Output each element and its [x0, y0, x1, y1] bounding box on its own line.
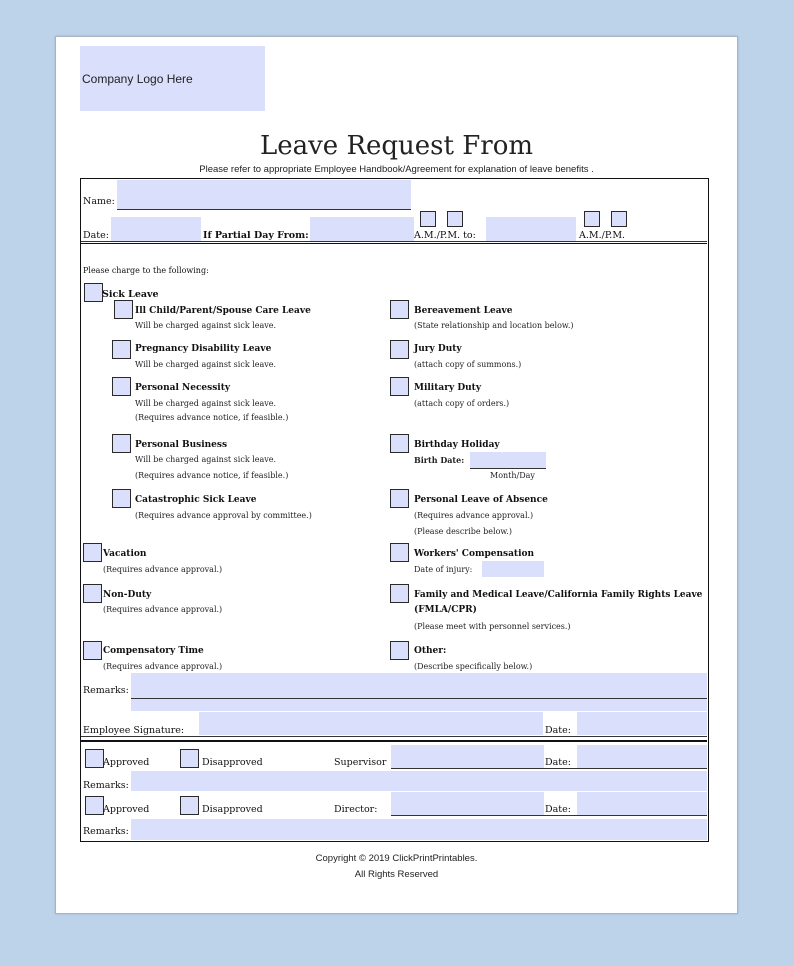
name-underline — [117, 209, 411, 210]
sick-leave-checkbox[interactable] — [84, 283, 103, 302]
remarks-underline — [131, 698, 707, 699]
director-field[interactable] — [391, 792, 544, 815]
pregnancy-label: Pregnancy Disability Leave — [135, 344, 272, 354]
personal-necessity-note1: Will be charged against sick leave. — [135, 399, 277, 408]
bereavement-label: Bereavement Leave — [414, 306, 513, 316]
remarks-label: Remarks: — [83, 685, 129, 696]
bereavement-note: (State relationship and location below.) — [414, 321, 574, 330]
jury-duty-note: (attach copy of summons.) — [414, 360, 522, 369]
vacation-note: (Requires advance approval.) — [103, 565, 223, 574]
from-pm-checkbox[interactable] — [447, 211, 463, 227]
birth-date-field[interactable] — [470, 452, 546, 468]
non-duty-note: (Requires advance approval.) — [103, 605, 223, 614]
military-duty-checkbox[interactable] — [390, 377, 409, 396]
signature-date-label: Date: — [545, 725, 571, 736]
military-duty-label: Military Duty — [414, 383, 482, 393]
catastrophic-label: Catastrophic Sick Leave — [135, 495, 257, 505]
jury-duty-label: Jury Duty — [414, 344, 462, 354]
supervisor-date-field[interactable] — [577, 745, 707, 768]
ampm-to-label: A.M./P.M. to: — [414, 230, 476, 241]
ill-child-label: Ill Child/Parent/Spouse Care Leave — [135, 306, 311, 316]
catastrophic-note: (Requires advance approval by committee.) — [135, 511, 312, 520]
personal-business-checkbox[interactable] — [112, 434, 131, 453]
director-disapproved-checkbox[interactable] — [180, 796, 199, 815]
catastrophic-checkbox[interactable] — [112, 489, 131, 508]
sick-leave-label: Sick Leave — [102, 289, 159, 300]
jury-duty-checkbox[interactable] — [390, 340, 409, 359]
personal-necessity-note2: (Requires advance notice, if feasible.) — [135, 413, 289, 422]
footer-copyright: Copyright © 2019 ClickPrintPrintables. — [315, 853, 478, 864]
supervisor-label: Supervisor — [334, 757, 387, 768]
comp-time-label: Compensatory Time — [103, 646, 204, 656]
personal-absence-label: Personal Leave of Absence — [414, 495, 548, 505]
director-disapproved-label: Disapproved — [202, 804, 263, 815]
partial-from-field[interactable] — [310, 217, 414, 241]
signature-field[interactable] — [199, 712, 543, 735]
month-day-caption: Month/Day — [490, 471, 535, 480]
birthday-label: Birthday Holiday — [414, 440, 500, 450]
supervisor-remarks-field[interactable] — [131, 771, 707, 791]
supervisor-field[interactable] — [391, 745, 544, 768]
signature-underline — [81, 736, 707, 737]
signature-date-field[interactable] — [577, 712, 707, 735]
approval-divider — [81, 740, 707, 742]
name-field[interactable] — [117, 180, 411, 209]
director-underline — [391, 815, 707, 816]
supervisor-remarks-label: Remarks: — [83, 780, 129, 791]
workers-comp-checkbox[interactable] — [390, 543, 409, 562]
fmla-note: (Please meet with personnel services.) — [414, 622, 571, 631]
partial-day-label: If Partial Day From: — [203, 230, 309, 241]
other-note: (Describe specifically below.) — [414, 662, 533, 671]
from-am-checkbox[interactable] — [420, 211, 436, 227]
form-page — [55, 36, 738, 914]
form-title: Leave Request From — [259, 131, 534, 161]
personal-necessity-checkbox[interactable] — [112, 377, 131, 396]
director-date-field[interactable] — [577, 792, 707, 815]
section-divider — [81, 243, 707, 244]
birth-date-underline — [470, 468, 546, 469]
vacation-label: Vacation — [103, 549, 147, 559]
personal-business-label: Personal Business — [135, 440, 228, 450]
supervisor-approved-label: Approved — [103, 757, 150, 768]
military-duty-note: (attach copy of orders.) — [414, 399, 510, 408]
supervisor-approved-checkbox[interactable] — [85, 749, 104, 768]
fmla-checkbox[interactable] — [390, 584, 409, 603]
personal-necessity-label: Personal Necessity — [135, 383, 231, 393]
company-logo-placeholder — [80, 46, 265, 111]
ill-child-note: Will be charged against sick leave. — [135, 321, 277, 330]
logo-text: Company Logo Here — [82, 72, 193, 86]
signature-label: Employee Signature: — [83, 725, 185, 736]
birthday-checkbox[interactable] — [390, 434, 409, 453]
ampm-label: A.M./P.M. — [579, 230, 626, 241]
pregnancy-note: Will be charged against sick leave. — [135, 360, 277, 369]
form-frame — [80, 178, 709, 842]
non-duty-label: Non-Duty — [103, 590, 152, 600]
injury-date-label: Date of injury: — [414, 565, 473, 574]
other-label: Other: — [414, 646, 447, 656]
birth-date-label: Birth Date: — [414, 455, 465, 465]
vacation-checkbox[interactable] — [83, 543, 102, 562]
remarks-field[interactable] — [131, 673, 707, 711]
supervisor-underline — [391, 768, 707, 769]
fmla-sub: (FMLA/CPR) — [414, 605, 477, 615]
comp-time-note: (Requires advance approval.) — [103, 662, 223, 671]
supervisor-disapproved-checkbox[interactable] — [180, 749, 199, 768]
fmla-label: Family and Medical Leave/California Family Rights Leave — [414, 590, 703, 600]
to-pm-checkbox[interactable] — [611, 211, 627, 227]
partial-to-field[interactable] — [486, 217, 576, 241]
workers-comp-label: Workers' Compensation — [414, 549, 535, 559]
personal-absence-note1: (Requires advance approval.) — [414, 511, 534, 520]
pregnancy-checkbox[interactable] — [112, 340, 131, 359]
footer-rights: All Rights Reserved — [354, 869, 439, 880]
date-field[interactable] — [111, 217, 201, 241]
name-label: Name: — [83, 196, 115, 207]
other-checkbox[interactable] — [390, 641, 409, 660]
injury-date-field[interactable] — [482, 561, 544, 577]
charge-intro: Please charge to the following: — [83, 266, 209, 275]
director-label: Director: — [334, 804, 378, 815]
director-remarks-field[interactable] — [131, 819, 707, 840]
personal-absence-checkbox[interactable] — [390, 489, 409, 508]
director-remarks-label: Remarks: — [83, 826, 129, 837]
date-label: Date: — [83, 230, 109, 241]
director-approved-label: Approved — [103, 804, 150, 815]
personal-business-note1: Will be charged against sick leave. — [135, 455, 277, 464]
supervisor-disapproved-label: Disapproved — [202, 757, 263, 768]
non-duty-checkbox[interactable] — [83, 584, 102, 603]
director-approved-checkbox[interactable] — [85, 796, 104, 815]
date-underline — [81, 241, 707, 242]
bereavement-checkbox[interactable] — [390, 300, 409, 319]
supervisor-date-label: Date: — [545, 757, 571, 768]
personal-absence-note2: (Please describe below.) — [414, 527, 512, 536]
comp-time-checkbox[interactable] — [83, 641, 102, 660]
to-am-checkbox[interactable] — [584, 211, 600, 227]
director-date-label: Date: — [545, 804, 571, 815]
ill-child-checkbox[interactable] — [114, 300, 133, 319]
form-subtitle: Please refer to appropriate Employee Handbook/Agreement for explanation of leave benefits . — [199, 164, 594, 175]
personal-business-note2: (Requires advance notice, if feasible.) — [135, 471, 289, 480]
